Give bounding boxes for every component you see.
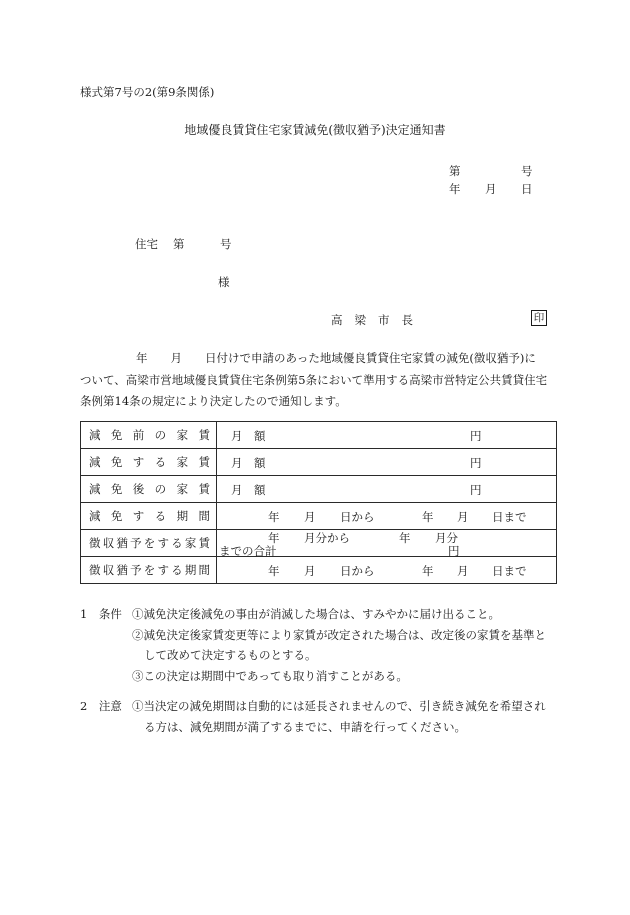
label-char: 免 <box>110 428 123 442</box>
recipient-address-go: 号 <box>220 237 232 251</box>
deferral-period-end-day: 日まで <box>492 564 527 578</box>
label-char: 賃 <box>198 428 210 442</box>
label-char: 収 <box>102 563 115 577</box>
conditions-label: 1 条件 <box>80 607 122 621</box>
label-chars <box>81 508 216 524</box>
label-char: 猶 <box>116 563 128 577</box>
label-char: 賃 <box>198 482 210 496</box>
caution-line-1 <box>80 696 546 717</box>
row-label <box>81 476 217 503</box>
date-day: 日 <box>521 182 533 196</box>
label-char: 減 <box>89 509 101 523</box>
period-end-month: 月 <box>457 510 469 524</box>
yen-unit: 円 <box>470 483 482 497</box>
label-char: 賃 <box>198 455 210 469</box>
deferral-period-start-year: 年 <box>268 564 280 578</box>
period-start-day: 日から <box>340 510 375 524</box>
label-chars <box>81 562 216 578</box>
label-chars <box>81 535 216 551</box>
label-char: 減 <box>89 428 101 442</box>
label-char: 前 <box>132 428 145 442</box>
yen-unit: 円 <box>448 544 460 558</box>
label-char: 予 <box>130 536 142 550</box>
deferral-period-end-year: 年 <box>422 564 434 578</box>
doc-number-suffix: 号 <box>521 164 533 178</box>
label-char: す <box>157 563 169 577</box>
caution-1a: ①当決定の減免期間は自動的には延長されませんので、引き続き減免を希望され <box>132 699 546 713</box>
label-char: の <box>154 428 167 442</box>
recipient-address-prefix: 住宅 <box>135 237 158 251</box>
row-value <box>217 476 557 503</box>
period-end-day: 日まで <box>492 510 527 524</box>
condition-2a: ②減免決定後家賃変更等により家賃が改定された場合は、改定後の家賃を基準と <box>132 627 546 642</box>
label-char: 期 <box>176 509 189 523</box>
label-char: 間 <box>198 563 210 577</box>
deferral-period-end-month: 月 <box>457 564 469 578</box>
row-label <box>81 530 217 557</box>
label-char: 家 <box>184 536 197 550</box>
label-char: を <box>143 536 156 550</box>
date-month: 月 <box>485 182 497 196</box>
table-row <box>81 422 557 449</box>
label-char: す <box>132 455 145 469</box>
deferral-period-start-month: 月 <box>304 564 316 578</box>
table-row <box>81 530 557 557</box>
label-char: 減 <box>89 482 101 496</box>
deferral-start-month: 月分から <box>304 531 350 545</box>
label-char: 予 <box>130 563 142 577</box>
yen-unit: 円 <box>470 429 482 443</box>
label-chars <box>81 454 216 470</box>
form-number: 様式第7号の2(第9条関係) <box>80 85 215 99</box>
label-char: 賃 <box>198 536 210 550</box>
label-char: 徴 <box>89 563 101 577</box>
body-line-1: 年 月 日付けで申請のあった地域優良賃貸住宅家賃の減免(徴収猶予)に <box>136 351 536 365</box>
body-line-2: ついて、高梁市営地域優良賃貸住宅条例第5条において準用する高梁市営特定公共賃貸住宅 <box>80 372 548 387</box>
label-char: 間 <box>198 509 210 523</box>
condition-3: ③この決定は期間中であっても取り消すことがある。 <box>132 668 408 683</box>
label-char: 家 <box>176 455 189 469</box>
label-char: 徴 <box>89 536 101 550</box>
label-char: 減 <box>89 455 101 469</box>
period-start-year: 年 <box>268 510 280 524</box>
row-value <box>217 557 557 584</box>
label-char: 免 <box>110 509 123 523</box>
label-char: 家 <box>176 482 189 496</box>
monthly-label: 月 額 <box>231 483 266 497</box>
row-value <box>217 530 557 557</box>
row-label <box>81 557 217 584</box>
caution-1b: る方は、減免期間が満了するまでに、申請を行ってください。 <box>144 719 466 734</box>
monthly-label: 月 額 <box>231 429 266 443</box>
recipient-honorific: 様 <box>218 275 230 289</box>
deferral-period-start-day: 日から <box>340 564 375 578</box>
label-char: 収 <box>102 536 115 550</box>
row-label <box>81 422 217 449</box>
label-char: 免 <box>110 455 123 469</box>
seal-mark: 印 <box>531 310 547 326</box>
deferral-total-label: までの合計 <box>219 544 277 558</box>
label-char: 猶 <box>116 536 128 550</box>
label-char: の <box>154 482 167 496</box>
period-start-month: 月 <box>304 510 316 524</box>
label-char: 後 <box>132 482 145 496</box>
label-char: る <box>171 536 183 550</box>
deferral-start-year: 年 <box>268 531 280 545</box>
condition-2b: して改めて決定するものとする。 <box>144 648 317 662</box>
recipient-address-dai: 第 <box>173 237 185 251</box>
condition-1: ①減免決定後減免の事由が消滅した場合は、すみやかに届け出ること。 <box>132 607 500 621</box>
label-char: る <box>171 563 183 577</box>
date-year: 年 <box>449 182 461 196</box>
row-label <box>81 449 217 476</box>
monthly-label: 月 額 <box>231 456 266 470</box>
yen-unit: 円 <box>470 456 482 470</box>
decision-table <box>80 421 557 584</box>
doc-number-label: 第 <box>449 164 461 178</box>
row-value <box>217 422 557 449</box>
label-chars <box>81 427 216 443</box>
deferral-end-year: 年 <box>399 531 411 545</box>
label-char: 家 <box>176 428 189 442</box>
label-char: を <box>143 563 156 577</box>
table-row <box>81 476 557 503</box>
conditions-line-1 <box>80 604 546 625</box>
label-chars <box>81 481 216 497</box>
notice-body <box>80 348 558 413</box>
label-char: 免 <box>110 482 123 496</box>
label-char: す <box>132 509 145 523</box>
caution-label: 2 注意 <box>80 699 122 713</box>
notes-section <box>80 604 546 737</box>
label-char: る <box>154 455 167 469</box>
document-title: 地域優良賃貸住宅家賃減免(徴収猶予)決定通知書 <box>184 123 446 137</box>
label-char: る <box>154 509 167 523</box>
table-row <box>81 503 557 530</box>
table-row <box>81 449 557 476</box>
deferral-end-month: 月分 <box>435 531 458 545</box>
row-value <box>217 503 557 530</box>
table-row <box>81 557 557 584</box>
row-value <box>217 449 557 476</box>
row-label <box>81 503 217 530</box>
issuer-name: 高梁市長 <box>331 313 425 327</box>
body-line-3: 条例第14条の規定により決定したので通知します。 <box>80 394 347 408</box>
label-char: す <box>157 536 169 550</box>
period-end-year: 年 <box>422 510 434 524</box>
label-char: 期 <box>184 563 197 577</box>
